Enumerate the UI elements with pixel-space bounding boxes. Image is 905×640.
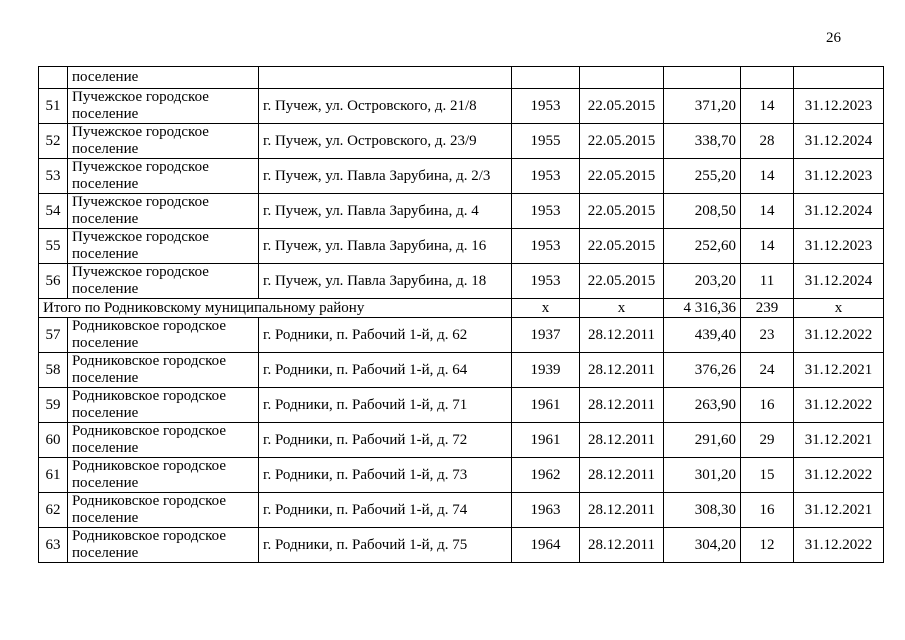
settlement-cell xyxy=(68,493,259,528)
row-number-cell: 62 xyxy=(39,493,68,528)
address-cell: г. Родники, п. Рабочий 1-й, д. 71 xyxy=(259,388,512,423)
address-cell: г. Пучеж, ул. Павла Зарубина, д. 18 xyxy=(259,264,512,299)
settlement-cell xyxy=(68,229,259,264)
settlement-line: поселение xyxy=(72,475,139,491)
settlement-cell xyxy=(68,264,259,299)
settlement-cell xyxy=(68,67,259,89)
address-cell: г. Родники, п. Рабочий 1-й, д. 75 xyxy=(259,528,512,563)
settlement-line: Пучежское городское xyxy=(72,264,209,280)
deadline-cell: 31.12.2022 xyxy=(794,458,884,493)
row-number-cell: 57 xyxy=(39,318,68,353)
settlement-cell xyxy=(68,194,259,229)
area-cell: 439,40 xyxy=(664,318,741,353)
year-cell: 1964 xyxy=(512,528,580,563)
deadline-cell: 31.12.2021 xyxy=(794,353,884,388)
row-number-cell: 53 xyxy=(39,159,68,194)
date-cell: 28.12.2011 xyxy=(580,493,664,528)
total-count-cell: 239 xyxy=(741,299,794,318)
count-cell: 11 xyxy=(741,264,794,299)
area-cell: 301,20 xyxy=(664,458,741,493)
count-cell: 16 xyxy=(741,388,794,423)
address-cell: г. Пучеж, ул. Островского, д. 23/9 xyxy=(259,124,512,159)
settlement-line: поселение xyxy=(72,106,139,122)
settlement-line: Пучежское городское xyxy=(72,194,209,210)
settlement-cell xyxy=(68,318,259,353)
deadline-cell xyxy=(794,67,884,89)
settlement-line: поселение xyxy=(72,69,139,85)
address-cell: г. Пучеж, ул. Островского, д. 21/8 xyxy=(259,89,512,124)
address-cell: г. Родники, п. Рабочий 1-й, д. 64 xyxy=(259,353,512,388)
count-cell: 14 xyxy=(741,89,794,124)
area-cell: 291,60 xyxy=(664,423,741,458)
address-cell: г. Родники, п. Рабочий 1-й, д. 72 xyxy=(259,423,512,458)
count-cell: 14 xyxy=(741,159,794,194)
row-number-cell xyxy=(39,67,68,89)
row-number-cell: 56 xyxy=(39,264,68,299)
count-cell xyxy=(741,67,794,89)
table-row xyxy=(39,124,884,159)
area-cell: 371,20 xyxy=(664,89,741,124)
settlement-line: Родниковское городское xyxy=(72,458,227,474)
year-cell: 1939 xyxy=(512,353,580,388)
count-cell: 23 xyxy=(741,318,794,353)
count-cell: 14 xyxy=(741,194,794,229)
area-cell: 308,30 xyxy=(664,493,741,528)
deadline-cell: 31.12.2023 xyxy=(794,229,884,264)
table-row xyxy=(39,194,884,229)
row-number-cell: 52 xyxy=(39,124,68,159)
date-cell: 22.05.2015 xyxy=(580,264,664,299)
deadline-cell: 31.12.2023 xyxy=(794,89,884,124)
date-cell: 28.12.2011 xyxy=(580,388,664,423)
deadline-cell: 31.12.2023 xyxy=(794,159,884,194)
year-cell: 1961 xyxy=(512,423,580,458)
deadline-cell: 31.12.2024 xyxy=(794,124,884,159)
date-cell: 28.12.2011 xyxy=(580,423,664,458)
settlement-line: поселение xyxy=(72,545,139,561)
count-cell: 12 xyxy=(741,528,794,563)
settlement-line: поселение xyxy=(72,176,139,192)
count-cell: 28 xyxy=(741,124,794,159)
row-number-cell: 61 xyxy=(39,458,68,493)
settlement-line: поселение xyxy=(72,211,139,227)
date-cell: 22.05.2015 xyxy=(580,124,664,159)
year-cell: 1953 xyxy=(512,89,580,124)
address-cell: г. Пучеж, ул. Павла Зарубина, д. 4 xyxy=(259,194,512,229)
table-row xyxy=(39,159,884,194)
date-cell: 28.12.2011 xyxy=(580,458,664,493)
area-cell: 263,90 xyxy=(664,388,741,423)
area-cell: 338,70 xyxy=(664,124,741,159)
address-cell xyxy=(259,67,512,89)
settlement-cell xyxy=(68,528,259,563)
row-number-cell: 55 xyxy=(39,229,68,264)
settlement-cell xyxy=(68,353,259,388)
area-cell: 255,20 xyxy=(664,159,741,194)
total-label-cell: Итого по Родниковскому муниципальному району xyxy=(39,299,512,318)
date-cell: 22.05.2015 xyxy=(580,194,664,229)
total-deadline-cell: х xyxy=(794,299,884,318)
settlement-line: Пучежское городское xyxy=(72,124,209,140)
count-cell: 29 xyxy=(741,423,794,458)
row-number-cell: 51 xyxy=(39,89,68,124)
year-cell: 1953 xyxy=(512,229,580,264)
area-cell xyxy=(664,67,741,89)
year-cell: 1953 xyxy=(512,159,580,194)
year-cell xyxy=(512,67,580,89)
count-cell: 16 xyxy=(741,493,794,528)
continuation-row xyxy=(39,67,884,89)
table-row xyxy=(39,423,884,458)
date-cell: 22.05.2015 xyxy=(580,229,664,264)
settlement-line: поселение xyxy=(72,246,139,262)
settlement-line: Родниковское городское xyxy=(72,353,227,369)
deadline-cell: 31.12.2021 xyxy=(794,493,884,528)
settlement-line: поселение xyxy=(72,510,139,526)
total-year-cell: х xyxy=(512,299,580,318)
deadline-cell: 31.12.2022 xyxy=(794,318,884,353)
row-number-cell: 60 xyxy=(39,423,68,458)
year-cell: 1961 xyxy=(512,388,580,423)
date-cell: 28.12.2011 xyxy=(580,528,664,563)
year-cell: 1953 xyxy=(512,194,580,229)
year-cell: 1953 xyxy=(512,264,580,299)
table-row xyxy=(39,229,884,264)
area-cell: 252,60 xyxy=(664,229,741,264)
year-cell: 1955 xyxy=(512,124,580,159)
date-cell: 22.05.2015 xyxy=(580,89,664,124)
count-cell: 14 xyxy=(741,229,794,264)
deadline-cell: 31.12.2024 xyxy=(794,264,884,299)
total-row xyxy=(39,299,884,318)
table-row xyxy=(39,318,884,353)
settlement-cell xyxy=(68,89,259,124)
deadline-cell: 31.12.2021 xyxy=(794,423,884,458)
settlement-cell xyxy=(68,388,259,423)
settlement-line: Родниковское городское xyxy=(72,493,227,509)
area-cell: 203,20 xyxy=(664,264,741,299)
settlement-line: Пучежское городское xyxy=(72,89,209,105)
area-cell: 304,20 xyxy=(664,528,741,563)
count-cell: 24 xyxy=(741,353,794,388)
settlement-line: Родниковское городское xyxy=(72,388,227,404)
housing-registry-table xyxy=(38,66,884,563)
table-row xyxy=(39,89,884,124)
date-cell: 22.05.2015 xyxy=(580,159,664,194)
area-cell: 208,50 xyxy=(664,194,741,229)
deadline-cell: 31.12.2022 xyxy=(794,528,884,563)
row-number-cell: 54 xyxy=(39,194,68,229)
settlement-line: поселение xyxy=(72,335,139,351)
year-cell: 1937 xyxy=(512,318,580,353)
settlement-line: Родниковское городское xyxy=(72,318,227,334)
year-cell: 1963 xyxy=(512,493,580,528)
page-number: 26 xyxy=(826,30,841,46)
settlement-line: Пучежское городское xyxy=(72,159,209,175)
address-cell: г. Родники, п. Рабочий 1-й, д. 62 xyxy=(259,318,512,353)
settlement-line: поселение xyxy=(72,370,139,386)
date-cell: 28.12.2011 xyxy=(580,318,664,353)
year-cell: 1962 xyxy=(512,458,580,493)
address-cell: г. Пучеж, ул. Павла Зарубина, д. 16 xyxy=(259,229,512,264)
table-row xyxy=(39,458,884,493)
address-cell: г. Родники, п. Рабочий 1-й, д. 73 xyxy=(259,458,512,493)
deadline-cell: 31.12.2022 xyxy=(794,388,884,423)
row-number-cell: 63 xyxy=(39,528,68,563)
settlement-line: поселение xyxy=(72,405,139,421)
area-cell: 376,26 xyxy=(664,353,741,388)
settlement-cell xyxy=(68,423,259,458)
settlement-line: поселение xyxy=(72,440,139,456)
address-cell: г. Пучеж, ул. Павла Зарубина, д. 2/3 xyxy=(259,159,512,194)
table-row xyxy=(39,264,884,299)
table-row xyxy=(39,388,884,423)
table-row xyxy=(39,353,884,388)
table-row xyxy=(39,493,884,528)
settlement-line: Родниковское городское xyxy=(72,528,227,544)
table-body xyxy=(39,67,884,563)
settlement-cell xyxy=(68,458,259,493)
settlement-line: Родниковское городское xyxy=(72,423,227,439)
deadline-cell: 31.12.2024 xyxy=(794,194,884,229)
settlement-cell xyxy=(68,124,259,159)
settlement-cell xyxy=(68,159,259,194)
date-cell xyxy=(580,67,664,89)
settlement-line: Пучежское городское xyxy=(72,229,209,245)
settlement-line: поселение xyxy=(72,141,139,157)
row-number-cell: 59 xyxy=(39,388,68,423)
settlement-line: поселение xyxy=(72,281,139,297)
table-row xyxy=(39,528,884,563)
address-cell: г. Родники, п. Рабочий 1-й, д. 74 xyxy=(259,493,512,528)
total-area-cell: 4 316,36 xyxy=(664,299,741,318)
total-date-cell: х xyxy=(580,299,664,318)
count-cell: 15 xyxy=(741,458,794,493)
row-number-cell: 58 xyxy=(39,353,68,388)
date-cell: 28.12.2011 xyxy=(580,353,664,388)
